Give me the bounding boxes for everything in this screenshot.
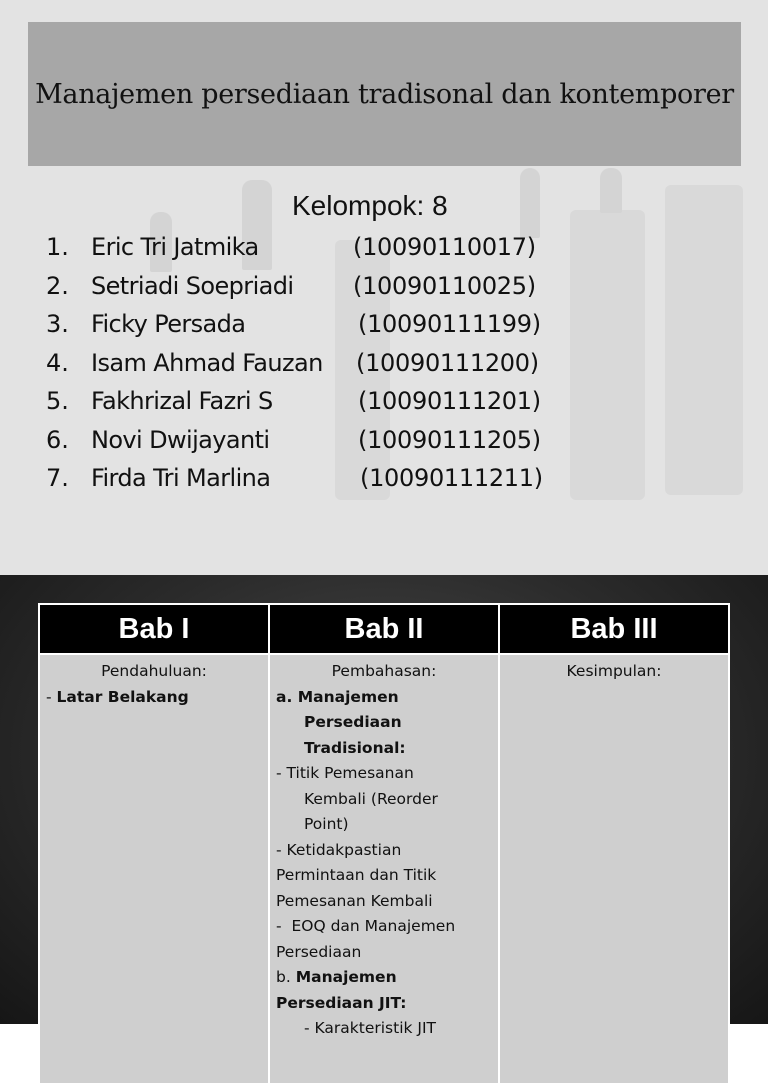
cell-bab-1 — [39, 654, 269, 1084]
member-number: 2. — [46, 271, 69, 300]
member-name: Eric Tri Jatmika — [91, 233, 259, 261]
cell-heading: Pembahasan: — [331, 662, 437, 680]
list-item: - Titik Pemesanan — [276, 764, 414, 782]
member-number: 4. — [46, 348, 69, 377]
section-prefix: b. — [276, 968, 296, 986]
cell-heading: Pendahuluan: — [101, 662, 207, 680]
slide-title: Manajemen persediaan tradisonal dan kontemporer — [35, 78, 734, 110]
section-title: Manajemen — [295, 968, 397, 986]
member-number: 5. — [46, 387, 69, 415]
list-item-cont: Point) — [304, 815, 349, 833]
item-text: Latar Belakang — [56, 687, 189, 706]
bullet-prefix: - — [46, 687, 57, 706]
group-label: Kelompok: 8 — [292, 190, 448, 221]
member-number: 7. — [46, 464, 69, 492]
header-bab-2: Bab II — [269, 604, 499, 654]
list-item — [46, 685, 262, 711]
member-name: Setriadi Soepriadi — [91, 271, 294, 300]
background-column — [665, 185, 743, 495]
list-item-cont: Permintaan dan Titik — [276, 866, 437, 884]
member-name: Ficky Persada — [91, 310, 246, 338]
member-nim: (10090111201) — [358, 387, 541, 415]
list-item-cont: Pemesanan Kembali — [276, 891, 433, 910]
section-heading-cont: Persediaan JIT: — [276, 993, 407, 1012]
section-heading-cont: Persediaan — [304, 713, 402, 731]
cell-heading: Kesimpulan: — [566, 662, 662, 680]
section-heading: a. Manajemen — [276, 687, 399, 706]
member-nim: (10090111211) — [360, 464, 543, 492]
header-bab-3: Bab III — [499, 604, 729, 654]
member-nim: (10090111199) — [358, 310, 541, 338]
member-name: Firda Tri Marlina — [91, 464, 271, 492]
header-bab-1: Bab I — [39, 604, 269, 654]
section-heading-cont: Tradisional: — [304, 738, 406, 757]
member-name: Fakhrizal Fazri S — [91, 387, 273, 415]
member-name: Novi Dwijayanti — [91, 425, 270, 454]
title-box — [28, 22, 741, 166]
cell-bab-2 — [269, 654, 499, 1084]
list-item: - Ketidakpastian — [276, 840, 402, 859]
section-heading — [276, 965, 492, 991]
member-nim: (10090111205) — [358, 425, 541, 454]
cell-bab-3 — [499, 654, 729, 1084]
background-column — [570, 210, 645, 500]
list-item: - EOQ dan Manajemen — [276, 917, 456, 935]
member-nim: (10090110025) — [353, 271, 536, 300]
list-item-cont: Persediaan — [276, 942, 362, 961]
member-nim: (10090111200) — [356, 348, 539, 377]
chapter-table — [38, 603, 730, 1085]
list-item: - Karakteristik JIT — [304, 1019, 437, 1037]
slide-2 — [0, 575, 768, 1037]
member-number: 3. — [46, 310, 69, 338]
table-row — [39, 654, 729, 1084]
background-figure — [600, 168, 622, 213]
member-number: 6. — [46, 425, 69, 454]
member-name: Isam Ahmad Fauzan — [91, 348, 323, 377]
table-header-row — [39, 604, 729, 654]
list-item-cont: Kembali (Reorder — [304, 789, 438, 808]
member-nim: (10090110017) — [353, 233, 536, 261]
member-number: 1. — [46, 233, 69, 261]
